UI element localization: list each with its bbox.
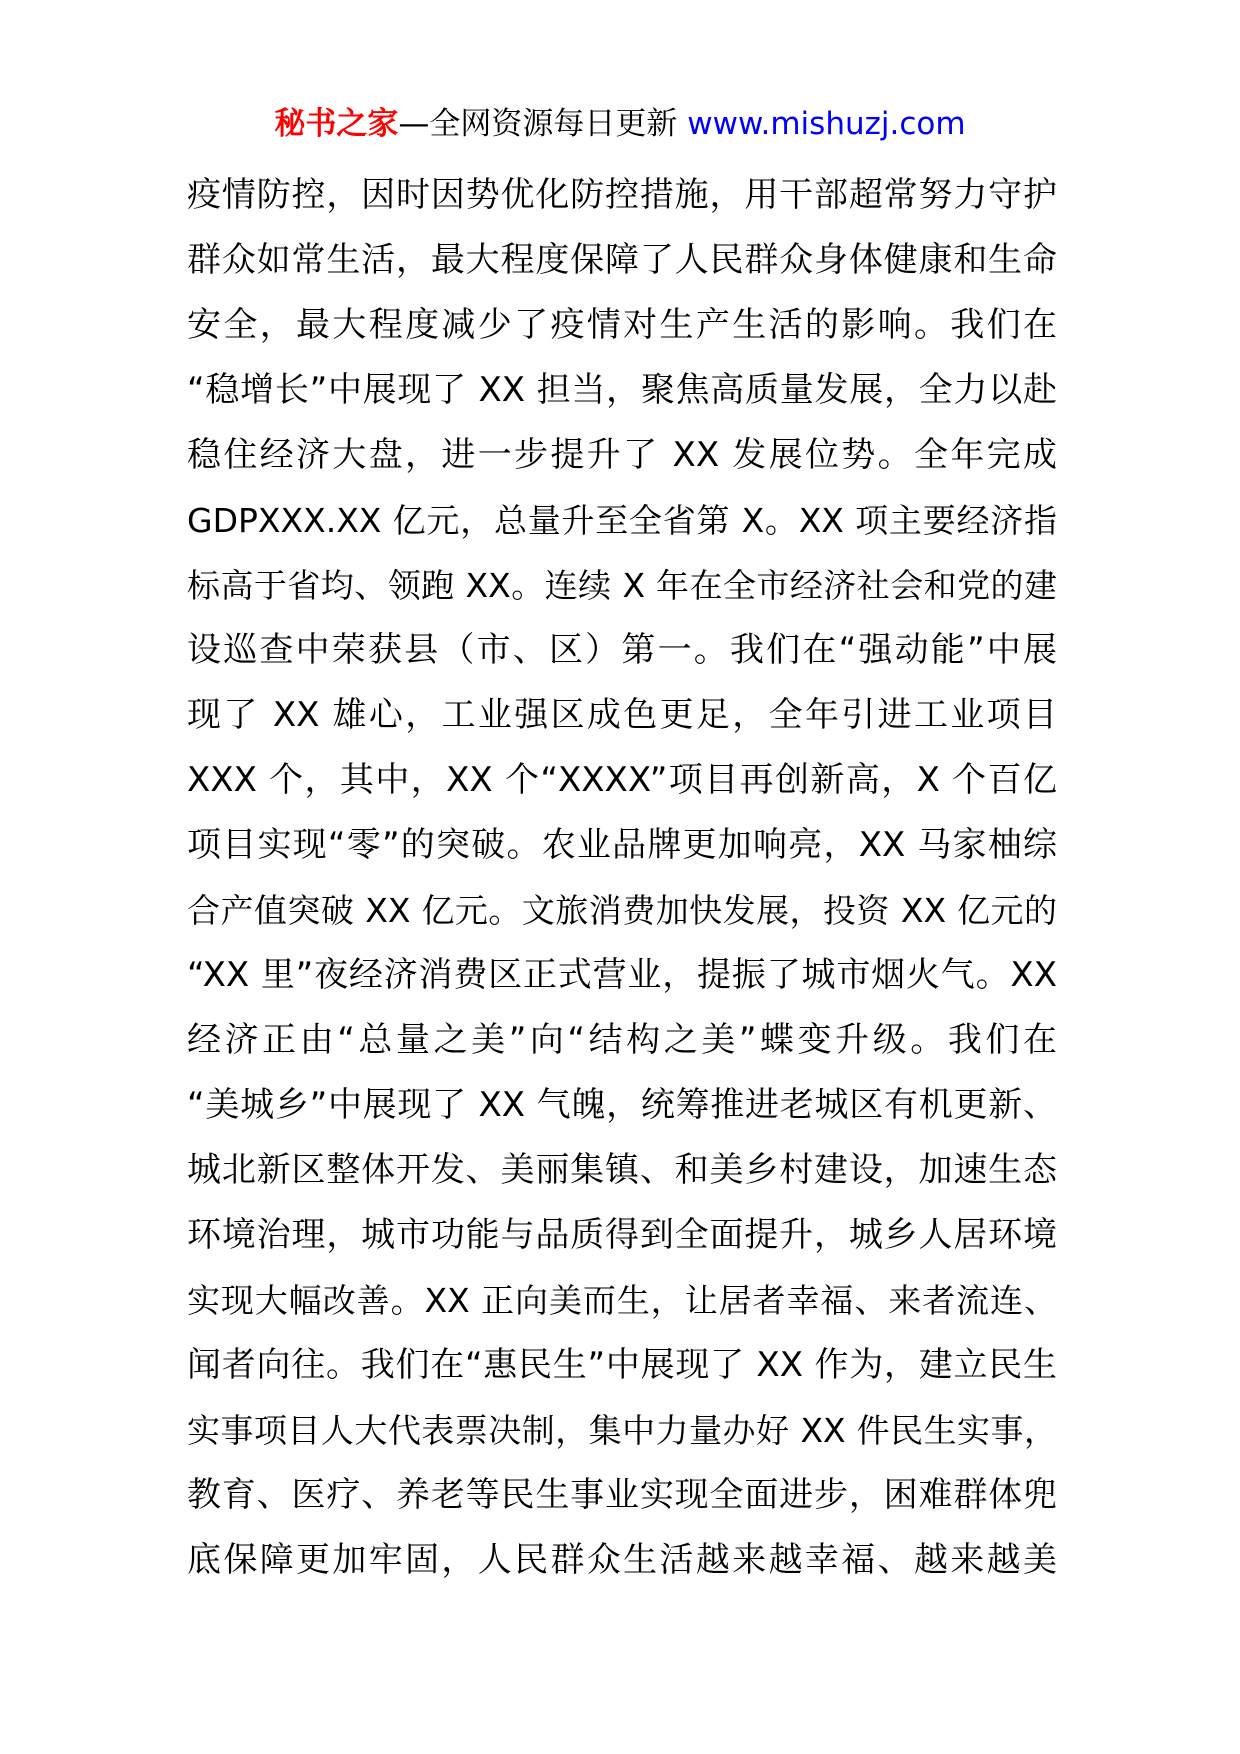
text-line: 合产值突破 XX 亿元。文旅消费加快发展，投资 XX 亿元的 [187, 891, 1057, 930]
text-line: 项目实现“零”的突破。农业品牌更加响亮，XX 马家柚综 [187, 825, 1057, 865]
text-line: 教育、医疗、养老等民生事业实现全面进步，困难群体兜 [187, 1475, 1057, 1515]
text-line: 标高于省均、领跑 XX。连续 X 年在全市经济社会和党的建 [187, 566, 1057, 605]
brand-name: 秘书之家 [274, 106, 399, 142]
text-line: “美城乡”中展现了 XX 气魄，统筹推进老城区有机更新、 [187, 1085, 1057, 1125]
page-header [0, 100, 1240, 148]
text-line: “XX 里”夜经济消费区正式营业，提振了城市烟火气。XX [187, 955, 1057, 995]
text-line: GDPXXX.XX 亿元，总量升至全省第 X。XX 项主要经济指 [187, 501, 1057, 540]
body-text [187, 163, 1057, 1593]
text-line: 经济正由“总量之美”向“结构之美”蝶变升级。我们在 [187, 1020, 1057, 1060]
text-line: 稳住经济大盘，进一步提升了 XX 发展位势。全年完成 [187, 435, 1057, 475]
header-tagline: —全网资源每日更新 [398, 106, 688, 142]
text-line: 环境治理，城市功能与品质得到全面提升，城乡人居环境 [187, 1215, 1057, 1255]
text-line: 实现大幅改善。XX 正向美而生，让居者幸福、来者流连、 [187, 1281, 1057, 1320]
text-line: “稳增长”中展现了 XX 担当，聚焦高质量发展，全力以赴 [187, 370, 1057, 410]
text-line: 疫情防控，因时因势优化防控措施，用干部超常努力守护 [187, 175, 1057, 215]
text-line: 设巡查中荣获县（市、区）第一。我们在“强动能”中展 [187, 630, 1057, 670]
text-line: XXX 个，其中，XX 个“XXXX”项目再创新高，X 个百亿 [187, 760, 1057, 800]
text-line: 城北新区整体开发、美丽集镇、和美乡村建设，加速生态 [187, 1150, 1057, 1190]
text-line: 底保障更加牢固，人民群众生活越来越幸福、越来越美 [187, 1540, 1057, 1580]
site-url-link[interactable]: www.mishuzj.com [687, 106, 966, 142]
text-line: 现了 XX 雄心，工业强区成色更足，全年引进工业项目 [187, 695, 1057, 735]
text-line: 实事项目人大代表票决制，集中力量办好 XX 件民生实事， [187, 1411, 1057, 1450]
text-line: 群众如常生活，最大程度保障了人民群众身体健康和生命 [187, 240, 1057, 280]
text-line: 闻者向往。我们在“惠民生”中展现了 XX 作为，建立民生 [187, 1345, 1057, 1385]
text-line: 安全，最大程度减少了疫情对生产生活的影响。我们在 [187, 305, 1057, 345]
